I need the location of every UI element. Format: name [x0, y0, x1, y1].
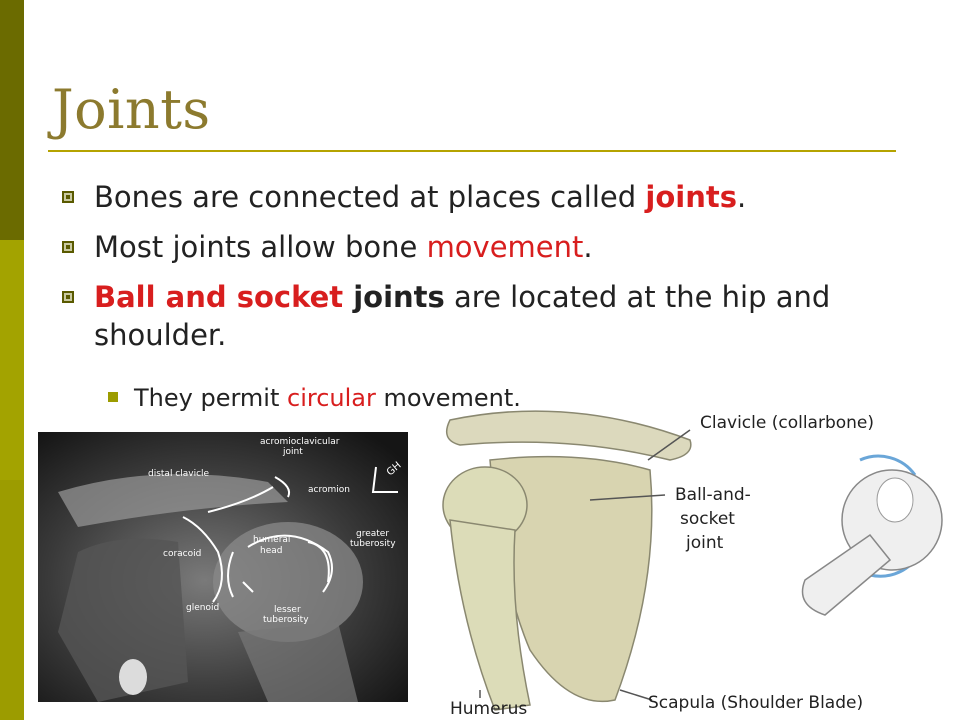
slide-title: Joints: [52, 78, 211, 141]
xray-label: tuberosity: [350, 539, 396, 549]
xray-label: tuberosity: [263, 615, 309, 625]
diagram-label-ball-socket: joint: [686, 533, 724, 553]
sidebar-accent-bar: [0, 0, 24, 720]
xray-label: joint: [283, 447, 303, 457]
xray-label: glenoid: [186, 603, 220, 613]
sidebar-segment-bottom: [0, 480, 24, 720]
xray-label: lesser: [274, 605, 301, 615]
highlight-term: circular: [287, 384, 376, 412]
shoulder-xray-image: [38, 432, 408, 702]
square-bullet-icon: [62, 241, 74, 253]
xray-label: humeral: [253, 535, 291, 545]
diagram-label-humerus: Humerus: [450, 699, 528, 719]
xray-label: greater: [356, 529, 390, 539]
sidebar-segment-middle: [0, 240, 24, 480]
small-square-bullet-icon: [108, 392, 118, 402]
diagram-label-ball-socket: Ball-and-: [675, 485, 751, 505]
square-bullet-icon: [62, 291, 74, 303]
bullet-item: [62, 228, 922, 266]
highlight-term: joints: [645, 180, 737, 214]
bullet-text: .: [736, 180, 747, 214]
bullet-item: [62, 278, 922, 354]
bullet-list: [62, 178, 922, 366]
xray-label: acromion: [308, 485, 350, 495]
bullet-text: are located at the hip and shoulder.: [94, 280, 831, 352]
diagram-label-scapula: Scapula (Shoulder Blade): [648, 693, 864, 713]
bullet-text: .: [583, 230, 593, 264]
xray-label: acromioclavicular: [260, 437, 340, 447]
title-divider: [48, 150, 896, 152]
bullet-text: Bones are connected at places called: [94, 180, 646, 214]
bullet-item: [62, 178, 922, 216]
sidebar-segment-top: [0, 0, 24, 240]
diagram-label-ball-socket: socket: [680, 509, 735, 529]
sub-bullet-text: movement.: [375, 384, 521, 412]
bold-term: joints: [343, 280, 445, 314]
xray-label: head: [260, 546, 283, 556]
highlight-term: Ball and socket: [94, 280, 344, 314]
highlight-term: movement: [426, 230, 584, 264]
square-bullet-icon: [62, 191, 74, 203]
xray-label: distal clavicle: [148, 469, 210, 479]
xray-marker: GH: [384, 460, 404, 479]
bullet-text: Most joints allow bone: [94, 230, 427, 264]
sub-bullet-text: They permit: [134, 384, 287, 412]
shoulder-anatomy-diagram: [420, 400, 960, 720]
xray-label: coracoid: [163, 549, 202, 559]
diagram-label-clavicle: Clavicle (collarbone): [700, 413, 875, 433]
